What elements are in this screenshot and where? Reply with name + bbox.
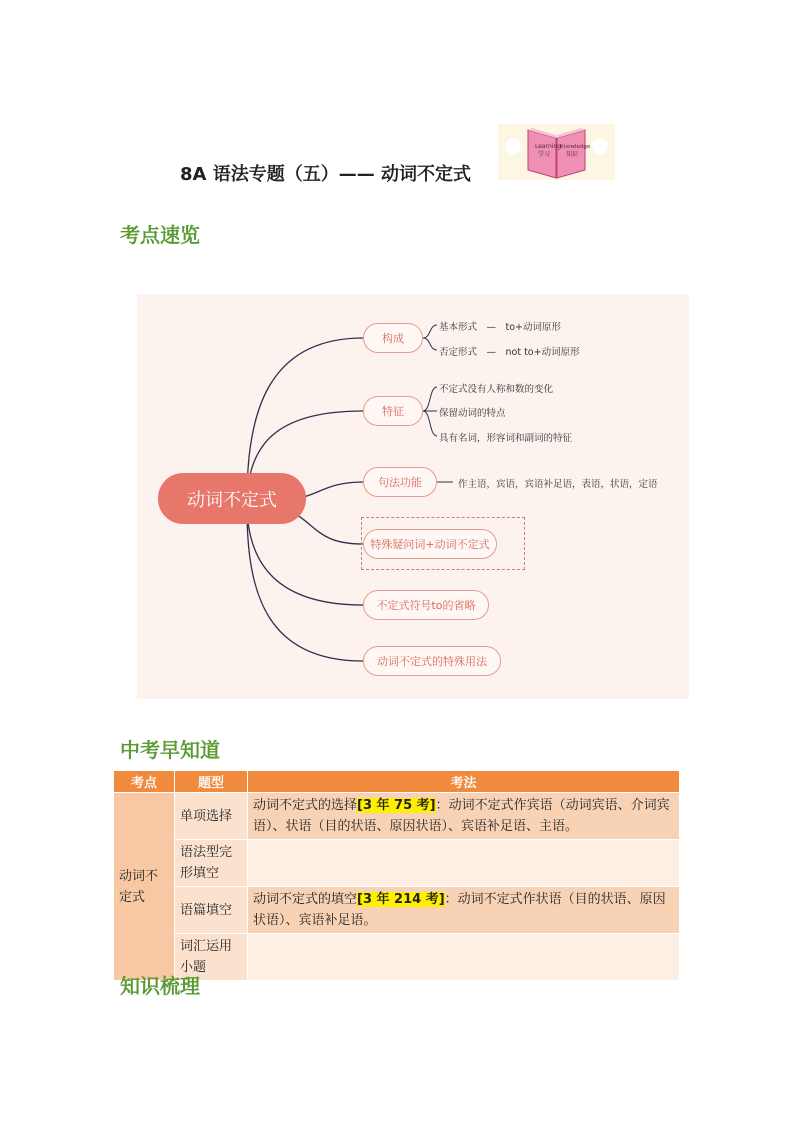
exam-point-cell: 动词不定式 (114, 793, 175, 981)
leaf-item: 作主语，宾语，宾语补足语，表语，状语，定语 (458, 479, 658, 490)
exam-method-cell (248, 934, 680, 981)
method-text: ：动词不定式作宾语（动词宾语、介词宾语）、状语（目的状语、原因状语）、宾语补足语、主语。 (253, 798, 670, 834)
table-row (114, 887, 680, 934)
exam-table (113, 770, 680, 981)
leaf-item: 否定形式 — not to+动词原形 (439, 347, 580, 358)
column-header: 考法 (248, 771, 680, 793)
method-text: 动词不定式的选择 (253, 798, 358, 813)
question-type-cell: 语篇填空 (175, 887, 248, 934)
frequency-badge: [3 年 214 考] (357, 892, 445, 907)
leaf-item: 保留动词的特点 (439, 408, 506, 419)
branch-special-usage: 动词不定式的特殊用法 (363, 646, 501, 676)
branch-syntax-function: 句法功能 (363, 467, 437, 497)
branch-to-omission: 不定式符号to的省略 (363, 590, 489, 620)
exam-method-cell (248, 887, 680, 934)
branch-composition: 构成 (363, 323, 423, 353)
question-type-cell: 语法型完形填空 (175, 840, 248, 887)
book-word: Learning (535, 143, 562, 150)
leaf-item: 不定式没有人称和数的变化 (439, 384, 554, 395)
book-word: 学习 (538, 151, 551, 158)
section-title-overview: 考点速览 (120, 223, 200, 247)
method-text: ：动词不定式作状语（目的状语、原因状语）、宾语补足语。 (253, 892, 666, 928)
column-header: 题型 (175, 771, 248, 793)
exam-method-cell (248, 793, 680, 840)
section-title-knowledge: 知识梳理 (120, 974, 200, 998)
column-header: 考点 (114, 771, 175, 793)
method-text: 动词不定式的填空 (253, 892, 358, 907)
branch-features: 特征 (363, 396, 423, 426)
leaf-item: 基本形式 — to+动词原形 (439, 322, 561, 333)
book-word: 知识 (566, 151, 579, 158)
mind-map-center: 动词不定式 (158, 473, 306, 524)
table-row (114, 840, 680, 887)
table-row (114, 793, 680, 840)
exam-method-cell (248, 840, 680, 887)
frequency-badge: [3 年 75 考] (357, 798, 436, 813)
leaf-item: 具有名词，形容词和副词的特征 (439, 433, 573, 444)
question-type-cell: 单项选择 (175, 793, 248, 840)
branch-wh-word-infinitive: 特殊疑问词+动词不定式 (363, 529, 497, 559)
book-word: Knowledge (560, 144, 591, 150)
page-title: 8A 语法专题（五）—— 动词不定式 (180, 164, 471, 185)
question-type-cell: 词汇运用小题 (175, 934, 248, 981)
table-header-row (114, 771, 680, 793)
mind-map (137, 294, 689, 699)
open-book-image (498, 124, 615, 180)
section-title-exam: 中考早知道 (120, 738, 220, 762)
